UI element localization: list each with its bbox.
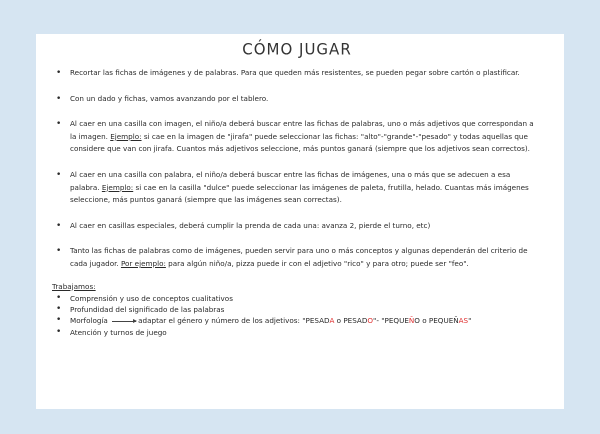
skills-list: [52, 293, 542, 339]
list-item: • Al caer en una casilla con imagen, el niño/a deberá buscar entre las fichas de palabras, uno o más adjetivos que correspondan a la imagen. Ejemplo: si cae en la imagen de "jirafa" puede seleccionar las fichas: "alto"-"grande"-"pesado" y todas aquellas que considere que van con jirafa. Cuantos más adjetivos seleccione, más puntos ganará (siempre que los adjetivos sean correctos).: [52, 118, 542, 156]
list-item: • Recortar las fichas de imágenes y de palabras. Para que queden más resistentes, se pueden pegar sobre cartón o plastificar.: [52, 67, 542, 80]
list-item: • Tanto las fichas de palabras como de imágenes, pueden servir para uno o más conceptos y algunas dependerán del criterio de cada jugador. Por ejemplo: para algún niño/a, pizza puede ir con el adjetivo "rico" y para otro; puede ser "feo".: [52, 245, 542, 270]
list-item: • Comprensión y uso de conceptos cualitativos: [52, 293, 542, 304]
list-item: • Al caer en una casilla con palabra, el niño/a deberá buscar entre las fichas de imágenes, una o más que se adecuen a esa palabra. Ejemplo: si cae en la casilla "dulce" puede seleccionar las imágenes de paleta, frutilla, helado. Cuantas más imágenes seleccione, más puntos ganará (siempre que las imágenes sean correctas).: [52, 169, 542, 207]
list-item: • Con un dado y fichas, vamos avanzando por el tablero.: [52, 93, 542, 106]
section-title: Trabajamos:: [52, 281, 96, 291]
example-label: Ejemplo:: [101, 182, 134, 192]
rules-list: [52, 67, 542, 271]
instruction-sheet: [36, 34, 564, 409]
list-item: • Al caer en casillas especiales, deberá cumplir la prenda de cada una: avanza 2, pierde el turno, etc): [52, 220, 542, 233]
example-label: Ejemplo:: [110, 131, 142, 141]
example-label: Por ejemplo:: [120, 258, 166, 268]
list-item: • Atención y turnos de juego: [52, 327, 542, 338]
list-item: • Profundidad del significado de las palabras: [52, 304, 542, 315]
list-item: • Morfología adaptar el género y número de los adjetivos: "PESADA o PESADO"- "PEQUEÑO o PEQUEÑAS": [52, 315, 542, 326]
arrow-icon: [112, 321, 136, 322]
page-title: CÓMO JUGAR: [242, 39, 352, 59]
